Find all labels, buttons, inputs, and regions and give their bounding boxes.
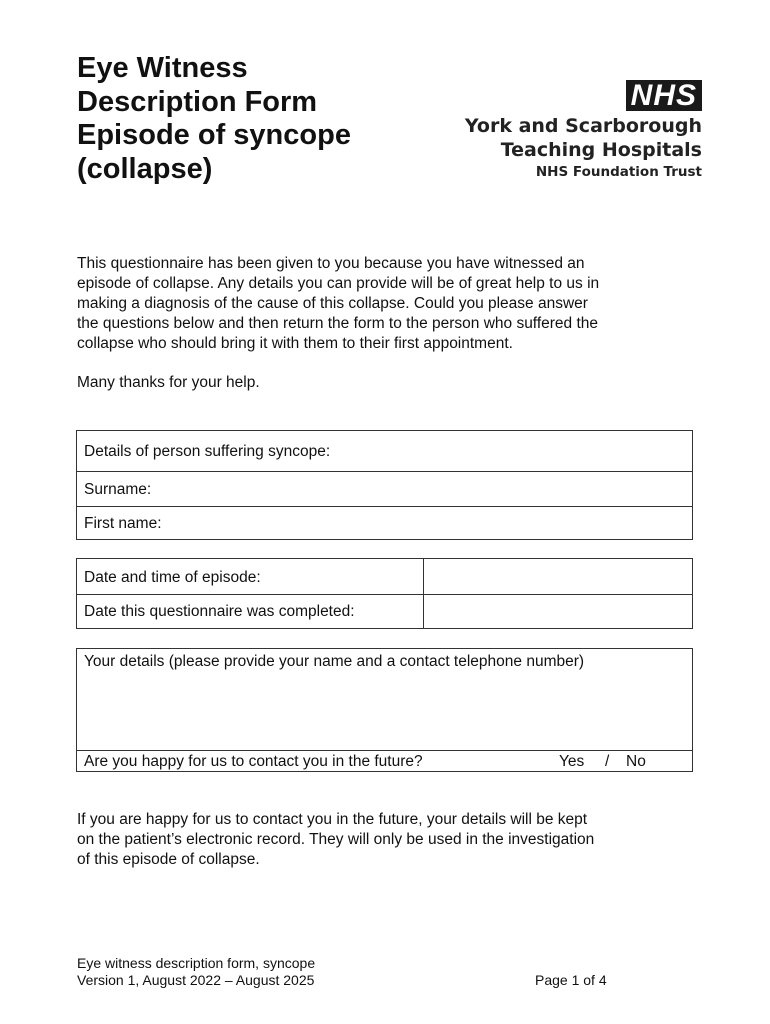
completed-date-input[interactable] [424,595,692,629]
intro-paragraph [77,254,702,354]
intro-line: episode of collapse. Any details you can provide will be of great help to us in [77,275,600,292]
no-option[interactable]: No [626,753,646,770]
title-line: Description Form [77,85,318,118]
intro-line: collapse who should bring it with them to their first appointment. [77,335,513,352]
completed-date-label: Date this questionnaire was completed: [77,595,424,629]
contact-question: Are you happy for us to contact you in the future? [84,753,423,770]
dates-table [76,558,693,629]
person-details-heading: Details of person suffering syncope: [84,443,331,460]
logo-trust-name-line2: Teaching Hospitals [500,139,702,161]
person-details-table [76,430,693,540]
nhs-trust-logo [420,80,702,190]
intro-line: the questions below and then return the form to the person who suffered the [77,315,599,332]
title-line: (collapse) [77,152,213,185]
title-line: Eye Witness [77,52,248,84]
first-name-field[interactable]: First name: [77,506,692,539]
note-line: on the patient’s electronic record. They will only be used in the investigation [77,831,595,848]
footer-doc-name: Eye witness description form, syncope [77,955,316,971]
option-separator: / [605,753,610,770]
witness-details-field[interactable]: Your details (please provide your name and a contact telephone number) [84,653,585,670]
yes-option[interactable]: Yes [559,753,585,770]
thanks-text [77,373,702,393]
nhs-badge: NHS [626,80,702,111]
note-line: If you are happy for us to contact you in the future, your details will be kept [77,811,588,828]
logo-trust-subtitle: NHS Foundation Trust [535,164,702,180]
note-line: of this episode of collapse. [77,851,260,868]
contact-note-paragraph [77,810,702,870]
title-line: Episode of syncope [77,119,351,151]
intro-line: This questionnaire has been given to you because you have witnessed an [77,255,585,272]
witness-details-table [76,648,693,772]
intro-line: making a diagnosis of the cause of this collapse. Could you please answer [77,295,588,312]
page-number: Page 1 of 4 [535,972,607,988]
document-title [77,52,397,186]
episode-date-input[interactable] [424,559,692,594]
episode-date-label: Date and time of episode: [77,559,424,594]
contact-permission-row [77,750,692,771]
thanks-line: Many thanks for your help. [77,374,260,391]
logo-trust-name-line1: York and Scarborough [464,115,702,137]
footer-version: Version 1, August 2022 – August 2025 [77,971,315,988]
surname-field[interactable]: Surname: [77,471,692,506]
